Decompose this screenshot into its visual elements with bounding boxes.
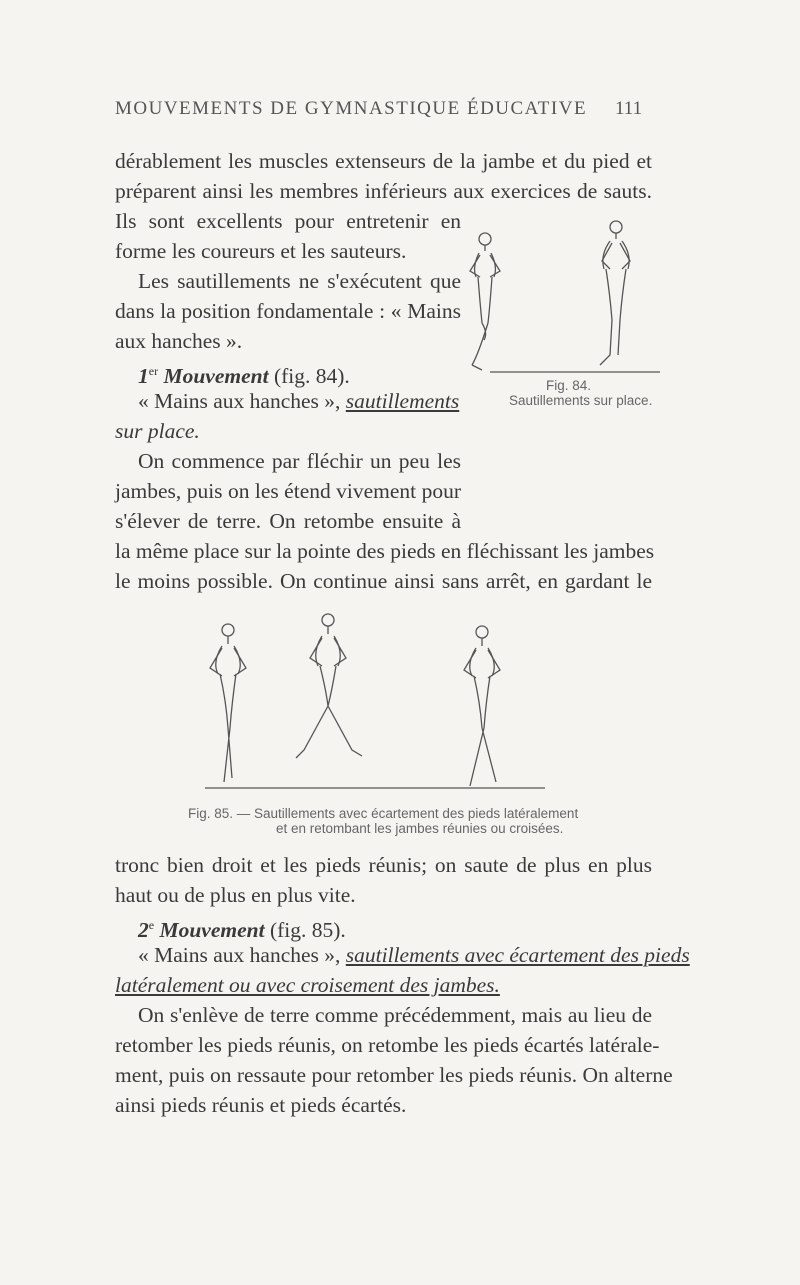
running-title: MOUVEMENTS DE GYMNASTIQUE ÉDUCATIVE [115,98,588,119]
text-line: préparent ainsi les membres inférieurs aux exercices de sauts. [115,179,652,203]
figure-85-caption-line-1: Fig. 85. — Sautillements avec écartement des pieds latéralement [188,806,579,821]
movement-2-quote-cont: latéralement ou avec croisement des jambes. [115,973,500,997]
running-header [0,98,800,128]
text-line: aux hanches ». [115,329,243,353]
figure-85-caption-line-2: et en retombant les jambes réunies ou croisées. [276,821,564,836]
figure-85-illustration [200,610,550,792]
quote-italic: sautillements avec écartement des pieds [345,943,690,967]
text-line: Ils sont excellents pour entretenir en [115,209,461,233]
movement-title: Mouvement [163,364,269,389]
quote-prefix: « Mains aux hanches », [138,389,341,413]
figure-84-caption: Sautillements sur place. [509,393,653,408]
movement-2-quote [138,940,690,970]
text-line: forme les coureurs et les sauteurs. [115,239,407,263]
figure-84-label: Fig. 84. [546,378,592,393]
text-line: s'élever de terre. On retombe ensuite à [115,509,461,533]
movement-1-quote-cont: sur place. [115,419,200,443]
text-line: ainsi pieds réunis et pieds écartés. [115,1093,407,1117]
figure-reference: (fig. 85). [269,918,346,943]
text-line: le moins possible. On continue ainsi sans arrêt, en gardant le [115,569,652,593]
movement-1-quote [138,386,459,416]
text-line: ment, puis on ressaute pour retomber les pieds réunis. On alterne [115,1063,673,1087]
text-line: retomber les pieds réunis, on retombe les pieds écartés latérale- [115,1033,660,1057]
page-number: 111 [615,98,643,119]
figure-84-stick-figure-extended [600,221,630,365]
figure-85-stick-figure-feet-apart [296,614,362,758]
text-line: jambes, puis on les étend vivement pour [115,479,461,503]
text-line: On commence par fléchir un peu les [138,449,461,473]
movement-number: 2 [138,918,149,943]
figure-85-stick-figure-legs-crossed [464,626,500,786]
text-line: dérablement les muscles extenseurs de la jambe et du pied et [115,149,652,173]
figure-84-illustration [460,215,660,375]
figure-85-stick-figure-feet-together [210,624,246,782]
quote-italic: sautillements [345,389,460,413]
text-line: haut ou de plus en plus vite. [115,883,356,907]
movement-number-suffix: er [148,364,159,378]
figure-84-stick-figure-bent [470,233,500,370]
figure-reference: (fig. 84). [273,364,350,389]
text-line: Les sautillements ne s'exécutent que [138,269,461,293]
text-line: dans la position fondamentale : « Mains [115,299,461,323]
text-line: la même place sur la pointe des pieds en fléchissant les jambes [115,539,655,563]
movement-number: 1 [138,364,149,389]
quote-prefix: « Mains aux hanches », [138,943,341,967]
text-line: tronc bien droit et les pieds réunis; on saute de plus en plus [115,853,652,877]
text-line: On s'enlève de terre comme précédemment, mais au lieu de [138,1003,652,1027]
movement-number-suffix: e [148,918,155,932]
movement-title: Mouvement [159,918,265,943]
